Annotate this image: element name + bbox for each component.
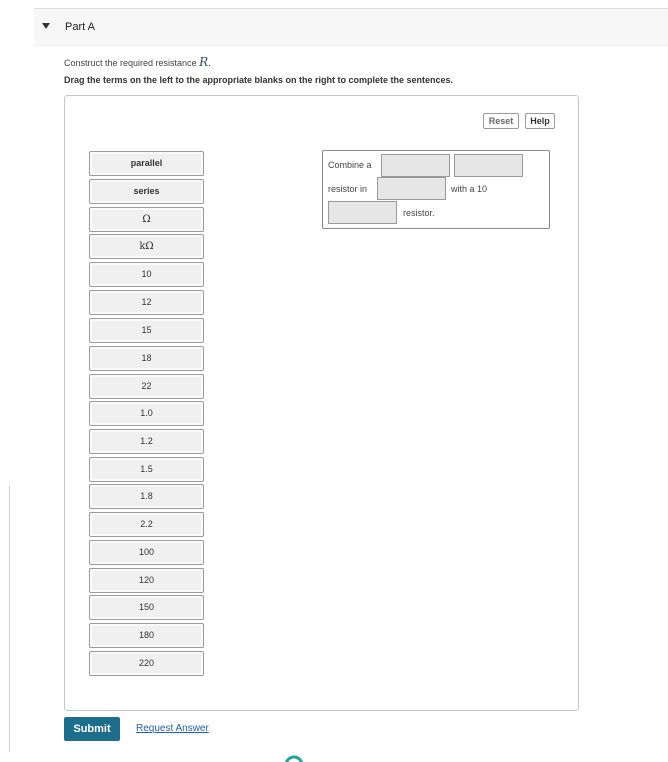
instruction-drag: Drag the terms on the left to the appropriate blanks on the right to complete the sentences. (64, 75, 454, 85)
chip-180[interactable]: 180 (89, 623, 204, 648)
part-a-header[interactable] (34, 9, 668, 46)
chip-100[interactable]: 100 (89, 540, 204, 565)
instruction-prefix: Construct the required resistance (64, 58, 200, 68)
chip-12[interactable]: 12 (89, 290, 204, 315)
chip-15[interactable]: 15 (89, 318, 204, 343)
left-edge-rule (9, 486, 10, 752)
chip-ohm[interactable]: Ω (89, 207, 204, 232)
part-title: Part A (65, 21, 95, 33)
instruction-construct (64, 55, 211, 69)
sentence-text-resistor: resistor. (403, 208, 435, 218)
sentence-text-resistor-in: resistor in (328, 184, 368, 194)
blank-4[interactable] (328, 201, 397, 224)
chip-220[interactable]: 220 (89, 651, 204, 676)
chip-10[interactable]: 10 (89, 262, 204, 287)
sentence-text-combine: Combine a (328, 160, 372, 170)
drag-drop-panel (64, 95, 579, 711)
blank-2[interactable] (454, 154, 523, 177)
collapse-caret-icon[interactable] (42, 23, 50, 29)
sentence-box (322, 150, 550, 229)
chip-1-2[interactable]: 1.2 (89, 429, 204, 454)
chip-1-5[interactable]: 1.5 (89, 457, 204, 482)
resistance-symbol: R (199, 55, 209, 69)
reset-button[interactable]: Reset (483, 113, 519, 129)
request-answer-link[interactable]: Request Answer (136, 723, 209, 734)
pearson-logo-icon (283, 752, 311, 762)
chip-1-0[interactable]: 1.0 (89, 401, 204, 426)
chip-150[interactable]: 150 (89, 595, 204, 620)
blank-1[interactable] (381, 154, 450, 177)
chip-22[interactable]: 22 (89, 374, 204, 399)
chip-2-2[interactable]: 2.2 (89, 512, 204, 537)
chip-18[interactable]: 18 (89, 346, 204, 371)
chip-kilohm[interactable]: kΩ (89, 234, 204, 259)
blank-3[interactable] (377, 177, 446, 200)
chip-120[interactable]: 120 (89, 568, 204, 593)
chip-1-8[interactable]: 1.8 (89, 484, 204, 509)
help-button[interactable]: Help (525, 113, 555, 129)
sentence-text-with-a-10: with a 10 (451, 184, 488, 194)
chip-parallel[interactable]: parallel (89, 151, 204, 176)
chip-series[interactable]: series (89, 179, 204, 204)
submit-button[interactable]: Submit (64, 717, 120, 741)
instruction-suffix: . (208, 58, 211, 68)
